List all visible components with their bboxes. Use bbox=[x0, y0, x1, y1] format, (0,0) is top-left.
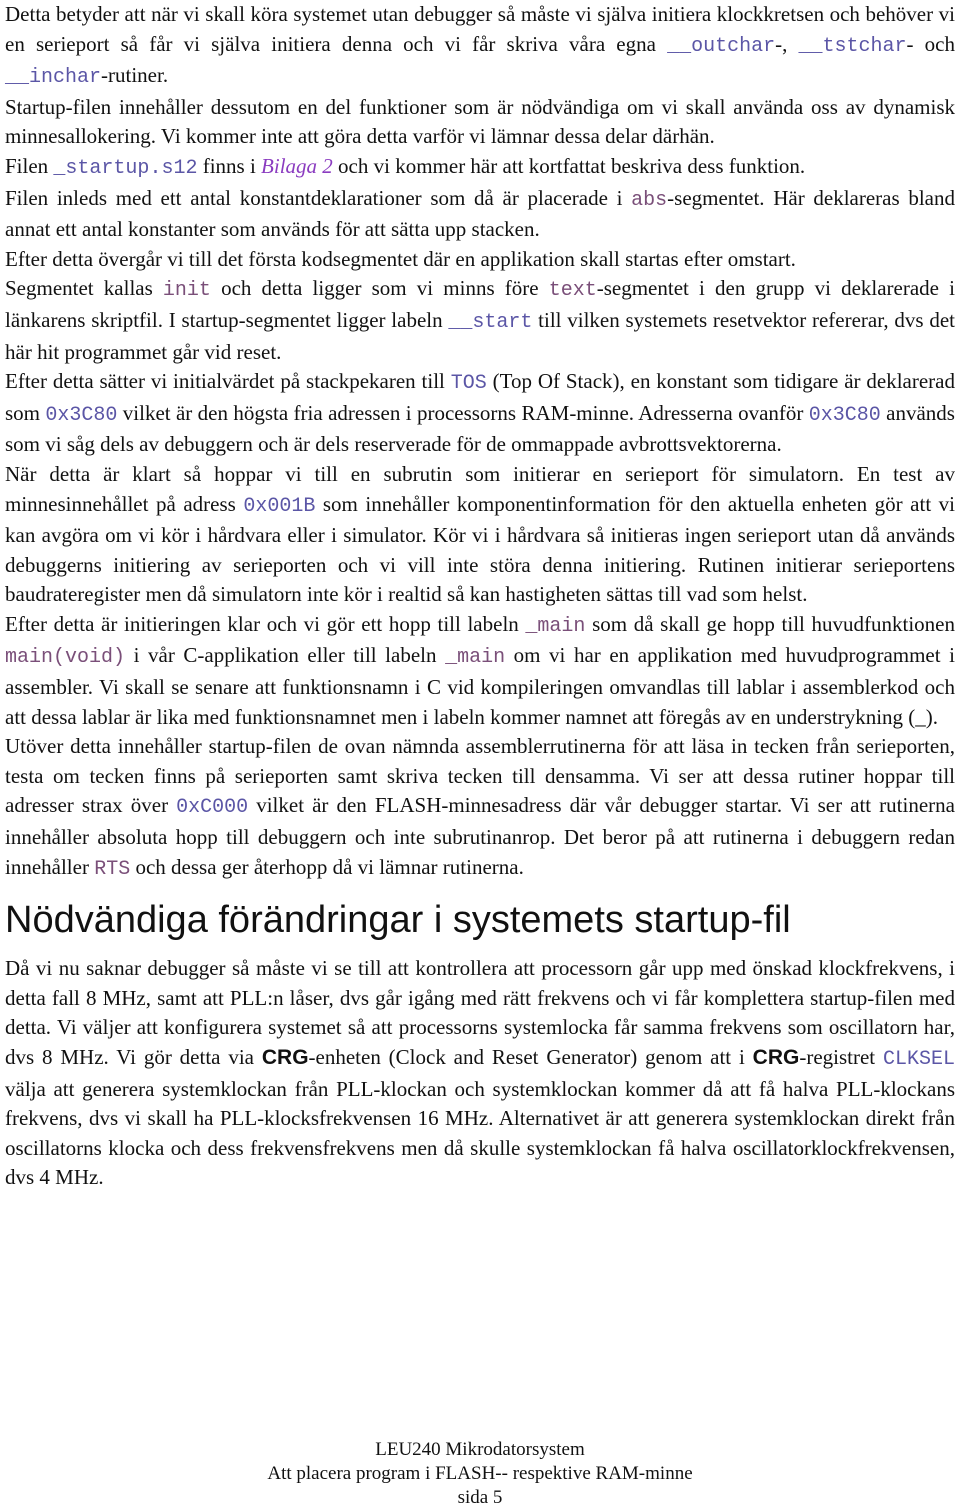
text-run: som då skall ge hopp till huvudfunktionen bbox=[585, 611, 955, 636]
code-address-001b: 0x001B bbox=[243, 494, 316, 518]
code-abs: abs bbox=[631, 188, 668, 212]
code-init: init bbox=[162, 279, 211, 303]
footer-course: LEU240 Mikrodatorsystem bbox=[375, 1439, 585, 1460]
paragraph-intro bbox=[5, 0, 955, 93]
code-main-label: _main bbox=[445, 646, 506, 670]
text-run: och dessa ger återhopp då vi lämnar rutinerna. bbox=[130, 854, 524, 879]
code-inchar: __inchar bbox=[5, 66, 102, 90]
paragraph-assembler-routines bbox=[5, 732, 955, 884]
paragraph-startup-file bbox=[5, 152, 955, 184]
text-run: som innehåller komponentinformation för den aktuella enheten gör att vi kan avgöra om vi kör i hårdvara eller i simulator. Kör vi i hårdvara så initieras ingen serieport utan då används debuggerns initiering av serieporten och vi vill inte störa denna initiering. Rutinen initierar serieportens baudrateregister men då simulatorn inte kör i realtid så kan hastigheten sättas till vad som helst. bbox=[5, 491, 955, 607]
paragraph-clock-config bbox=[5, 954, 955, 1193]
code-rts: RTS bbox=[94, 857, 131, 881]
footer-page-number: sida 5 bbox=[457, 1487, 503, 1508]
code-text: text bbox=[548, 279, 597, 303]
section-heading: Nödvändiga förändringar i systemets startup-fil bbox=[5, 899, 791, 942]
text-run: (Top Of Stack), en konstant som tidigare är deklarerad som bbox=[5, 369, 955, 425]
code-outchar: __outchar bbox=[667, 34, 776, 58]
text-run: - och bbox=[906, 31, 955, 56]
text-run: i vår C-applikation eller till labeln bbox=[125, 643, 446, 668]
paragraph-init-segment bbox=[5, 274, 955, 367]
document-body bbox=[5, 0, 955, 1193]
code-address-3c80: 0x3C80 bbox=[808, 403, 881, 427]
text-run: Efter detta sätter vi initialvärdet på stackpekaren till bbox=[5, 369, 451, 394]
crg-term: CRG bbox=[261, 1046, 309, 1069]
text-run: Efter detta är initieringen klar och vi gör ett hopp till labeln bbox=[5, 611, 526, 636]
footer-title: Att placera program i FLASH-- respektive RAM-minne bbox=[267, 1463, 693, 1484]
bilaga-link[interactable]: Bilaga 2 bbox=[261, 153, 333, 178]
code-tstchar: __tstchar bbox=[798, 34, 907, 58]
text-run: välja att generera systemklockan från PLL-klockan och systemklockan kommer då att få halva PLL-klockans frekvens, dvs vi skall ha PLL-klocksfrekvensen 16 MHz. Alternativet är att generera systemklockan direkt från oscillatorns klocka och dess frekvensfrekvens men då skulle systemklockan få halva oscillatorklockfrekvensen, dvs 4 MHz. bbox=[5, 1076, 955, 1190]
code-startup-filename: _startup.s12 bbox=[53, 156, 198, 180]
text-run: och detta ligger som vi minns före bbox=[210, 276, 549, 301]
text-run: -segmentet i den grupp vi deklarerade i länkarens skriptfil. I startup-segmentet ligger labeln bbox=[5, 276, 955, 332]
code-main-label: _main bbox=[525, 614, 586, 638]
code-start-label: __start bbox=[448, 310, 533, 334]
paragraph-stack-pointer bbox=[5, 367, 955, 460]
paragraph-first-segment: Efter detta övergår vi till det första kodsegmentet där en applikation skall startas efter omstart. bbox=[5, 246, 796, 271]
text-run: Filen inleds med ett antal konstantdeklarationer som då är placerade i bbox=[5, 185, 632, 210]
text-run: Utöver detta innehåller startup-filen de ovan nämnda assemblerrutinerna för att läsa in tecken från serieporten, testa om tecken finns på serieporten samt skriva tecken till densamma. Vi ser att dessa rutiner hoppar till adresser strax över bbox=[5, 734, 955, 818]
crg-term: CRG bbox=[752, 1046, 800, 1069]
paragraph-dynamic-memory: Startup-filen innehåller dessutom en del funktioner som är nödvändiga om vi skall använda oss av dynamisk minnesallokering. Vi kommer inte att göra detta varför vi lämnar dessa delar därhän. bbox=[5, 94, 955, 149]
text-run: till vilken systemets resetvektor refererar, dvs det här hit programmet går vid reset. bbox=[5, 307, 955, 364]
code-main-void: main(void) bbox=[5, 646, 126, 670]
text-run: -registret bbox=[799, 1045, 883, 1069]
text-run: Filen bbox=[5, 153, 54, 178]
paragraph-constants bbox=[5, 184, 955, 245]
text-run: När detta är klart så hoppar vi till en subrutin som initierar en serieport för simulatorn. En test av minnesinnehållet på adress bbox=[5, 461, 955, 516]
text-run: om vi har en applikation med huvudprogrammet i assembler. Vi skall se senare att funktionsnamn i C vid kompileringen omvandlas till lablar i assemblerkod och att dessa lablar är lika med funktionsnamnet men i labeln kommer namnet att föregås av en understrykning (_). bbox=[5, 643, 955, 729]
code-address-3c80: 0x3C80 bbox=[45, 403, 118, 427]
paragraph-serial-port bbox=[5, 460, 955, 610]
text-run: -enheten (Clock and Reset Generator) genom att i bbox=[308, 1045, 753, 1069]
text-run: vilket är den FLASH-minnesadress där vår debugger startar. Vi ser att rutinerna innehåller absoluta hopp till debuggern och inte subrutinanrop. Det beror på att rutinerna i debuggern redan innehåller bbox=[5, 793, 955, 879]
text-run: används som vi såg dels av debuggern och är dels reserverade för de ommappade avbrottsvektorerna. bbox=[5, 400, 955, 457]
code-address-c000: 0xC000 bbox=[176, 796, 249, 820]
text-run: och vi kommer här att kortfattat beskriva dess funktion. bbox=[332, 153, 806, 178]
text-run: -segmentet. Här deklareras bland annat ett antal konstanter som används för att sätta upp stacken. bbox=[5, 185, 955, 242]
text-run: Detta betyder att när vi skall köra systemet utan debugger så måste vi själva initiera klockkretsen och behöver vi en serieport så får vi själva initiera denna och vi får skriva våra egna bbox=[5, 2, 955, 56]
code-clksel: CLKSEL bbox=[883, 1048, 956, 1071]
code-tos: TOS bbox=[450, 372, 487, 396]
text-run: Då vi nu saknar debugger så måste vi se till att kontrollera att processorn går upp med önskad klockfrekvens, i detta fall 8 MHz, samt att PLL:n låser, dvs går igång med rätt frekvens och vi får komplettera startup-filen med detta. Vi väljer att konfigurera systemet så att processorns systemlocka får samma frekvens som oscillatorn har, dvs 8 MHz. Vi gör detta via bbox=[5, 956, 955, 1069]
text-run: -, bbox=[775, 31, 799, 56]
text-run: Segmentet kallas bbox=[5, 276, 163, 301]
text-run: vilket är den högsta fria adressen i processorns RAM-minne. Adresserna ovanför bbox=[117, 400, 809, 425]
paragraph-main-jump bbox=[5, 610, 955, 732]
text-run: finns i bbox=[197, 153, 262, 178]
text-run: -rutiner. bbox=[101, 63, 169, 88]
